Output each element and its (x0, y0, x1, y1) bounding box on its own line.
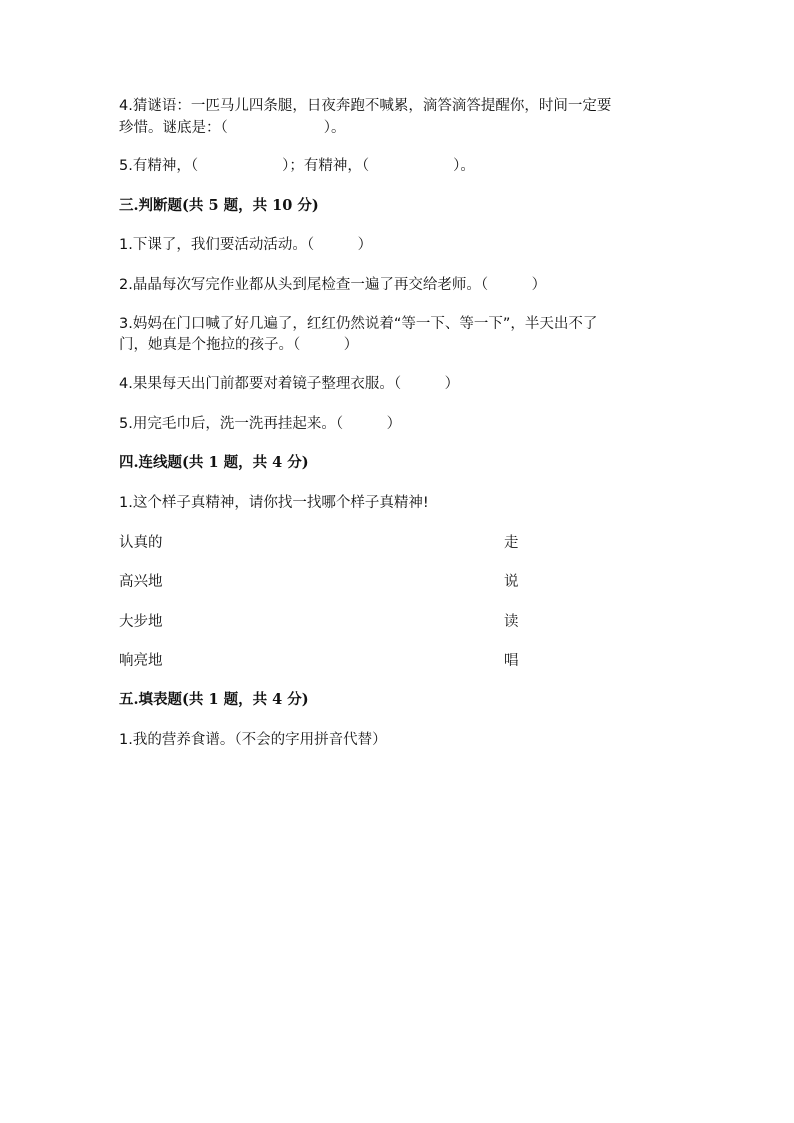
matching-right-item[interactable]: 走 (504, 535, 519, 551)
judgement-q5: 5.用完毛巾后，洗一洗再挂起来。（ ） (119, 416, 402, 432)
spirit-part1: 5.有精神，（ (119, 158, 199, 174)
matching-right-item[interactable]: 读 (504, 614, 519, 630)
spirit-part3: ）。 (453, 158, 475, 174)
section-heading-table: 五.填表题(共 1 题，共 4 分) (119, 691, 309, 708)
matching-left-item[interactable]: 大步地 (119, 614, 163, 630)
table-q1: 1.我的营养食谱。（不会的字用拼音代替） (119, 732, 387, 748)
matching-left-item[interactable]: 高兴地 (119, 574, 163, 590)
spirit-question (119, 156, 475, 176)
riddle-prefix: 珍惜。谜底是：（ (119, 120, 228, 136)
matching-q1: 1.这个样子真精神，请你找一找哪个样子真精神! (119, 495, 429, 511)
matching-left-item[interactable]: 响亮地 (119, 653, 163, 669)
judgement-q3-line1: 3.妈妈在门口喊了好几遍了，红红仍然说着“等一下、等一下”，半天出不了 (119, 316, 598, 332)
judgement-q2: 2.晶晶每次写完作业都从头到尾检查一遍了再交给老师。（ ） (119, 277, 547, 293)
section-heading-judgement: 三.判断题(共 5 题，共 10 分) (119, 197, 319, 214)
riddle-suffix: ）。 (323, 120, 346, 136)
riddle-question-line2 (119, 118, 346, 138)
matching-right-item[interactable]: 唱 (504, 653, 519, 669)
judgement-q4: 4.果果每天出门前都要对着镜子整理衣服。（ ） (119, 376, 460, 392)
matching-right-item[interactable]: 说 (504, 574, 519, 590)
judgement-q1: 1.下课了，我们要活动活动。（ ） (119, 237, 373, 253)
section-heading-matching: 四.连线题(共 1 题，共 4 分) (119, 454, 309, 471)
riddle-question-line1: 4.猜谜语：一匹马儿四条腿，日夜奔跑不喊累，滴答滴答提醒你，时间一定要 (119, 98, 612, 114)
judgement-q3-line2: 门，她真是个拖拉的孩子。（ ） (119, 337, 359, 353)
matching-left-item[interactable]: 认真的 (119, 535, 163, 551)
spirit-part2: ）；有精神，（ (282, 158, 370, 174)
